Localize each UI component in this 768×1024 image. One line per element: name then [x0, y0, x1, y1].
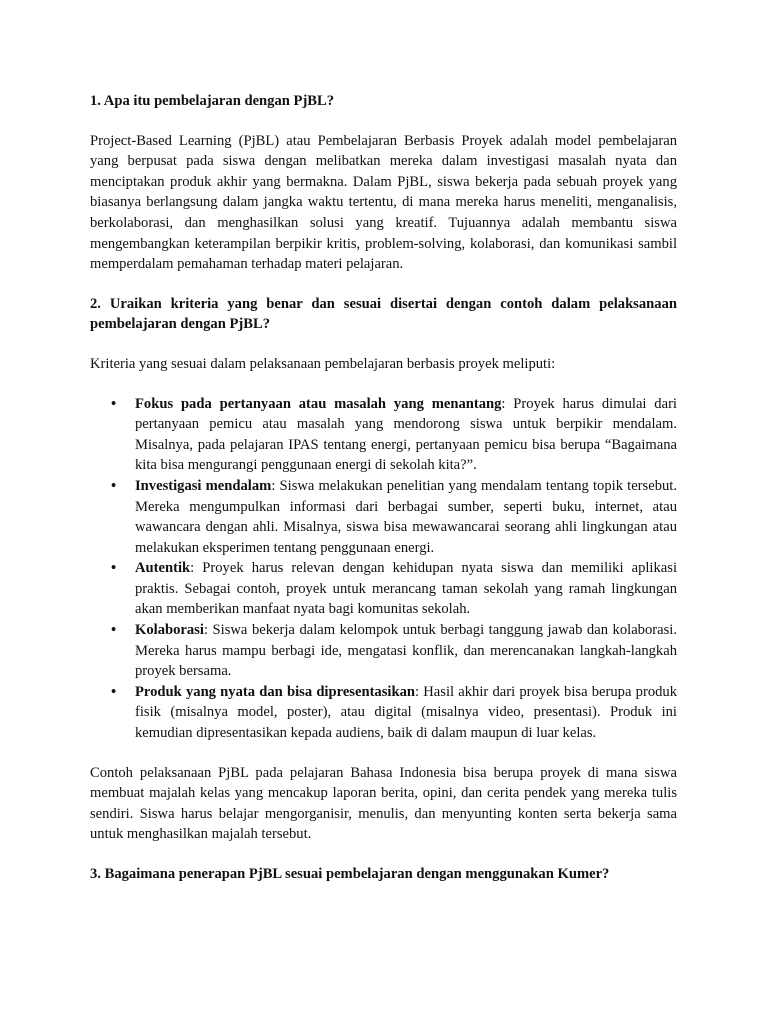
criteria-term: Fokus pada pertanyaan atau masalah yang menantang — [135, 395, 502, 412]
criteria-item-authentic — [90, 558, 677, 620]
criteria-item-collaboration — [90, 620, 677, 682]
criteria-text: : Hasil akhir dari proyek bisa berupa produk fisik (misalnya model, poster), atau digital (misalnya video, presentasi). Produk ini kemudian dipresentasikan kepada audiens, baik di dalam maupun di luar kelas. — [135, 683, 678, 742]
bullet-icon: • — [111, 395, 117, 412]
criteria-text: : Siswa bekerja dalam kelompok untuk berbagi tanggung jawab dan kolaborasi. Mereka harus mampu berbagi ide, mengatasi konflik, dan merencanakan langkah-langkah proyek bersama. — [135, 622, 677, 680]
bullet-icon: • — [111, 477, 117, 494]
criteria-text: : Proyek harus relevan dengan kehidupan nyata siswa dan memiliki aplikasi praktis. Sebagai contoh, proyek untuk merancang taman sekolah yang ramah lingkungan akan memberikan manfaat nyata bagi komunitas sekolah. — [135, 560, 677, 618]
criteria-term: Kolaborasi — [135, 622, 204, 639]
criteria-item-challenging-question — [90, 394, 677, 476]
criteria-item-deep-investigation — [90, 476, 677, 558]
criteria-term: Produk yang nyata dan bisa dipresentasikan — [135, 683, 415, 700]
question-2-intro: Kriteria yang sesuai dalam pelaksanaan pembelajaran berbasis proyek meliputi: — [90, 355, 556, 372]
bullet-icon: • — [111, 560, 117, 577]
criteria-text: : Siswa melakukan penelitian yang mendalam tentang topik tersebut. Mereka mengumpulkan informasi dari berbagai sumber, seperti buku, internet, atau wawancara dengan ahli. Misalnya, siswa bisa mewawancarai seorang ahli lingkungan atau melakukan eksperimen tentang penggunaan energi. — [135, 477, 677, 556]
question-2-example: Contoh pelaksanaan PjBL pada pelajaran Bahasa Indonesia bisa berupa proyek di mana siswa membuat majalah kelas yang mencakup laporan berita, opini, dan cerita pendek yang mereka tulis sendiri. Siswa harus belajar mengorganisir, menulis, dan menyunting konten serta bekerja sama untuk menghasilkan majalah tersebut. — [90, 764, 677, 843]
bullet-icon: • — [111, 683, 117, 700]
criteria-term: Autentik — [135, 560, 191, 577]
question-2-heading: 2. Uraikan kriteria yang benar dan sesuai disertai dengan contoh dalam pelaksanaan pembelajaran dengan PjBL? — [90, 295, 677, 333]
criteria-text: : Proyek harus dimulai dari pertanyaan pemicu atau masalah yang mendorong siswa untuk berpikir mendalam. Misalnya, pada pelajaran IPAS tentang energi, pertanyaan pemicu bisa berupa “Bagaimana kita bisa mengurangi penggunaan energi di sekolah kita?”. — [135, 395, 677, 474]
criteria-item-real-product — [90, 682, 677, 744]
question-1-heading: 1. Apa itu pembelajaran dengan PjBL? — [90, 93, 335, 109]
criteria-list — [90, 394, 677, 744]
criteria-term: Investigasi mendalam — [135, 477, 272, 494]
bullet-icon: • — [111, 622, 117, 639]
document-page — [90, 91, 677, 904]
question-1-answer: Project-Based Learning (PjBL) atau Pembelajaran Berbasis Proyek adalah model pembelajaran yang berpusat pada siswa dengan melibatkan mereka dalam investigasi masalah nyata dan menciptakan produk akhir yang bermakna. Dalam PjBL, siswa bekerja pada sebuah proyek yang biasanya berlangsung dalam jangka waktu tertentu, di mana mereka harus meneliti, menganalisis, berkolaborasi, dan menghasilkan solusi yang kreatif. Tujuannya adalah membantu siswa mengembangkan keterampilan berpikir kritis, problem-solving, kolaborasi, dan komunikasi sambil memperdalam pemahaman terhadap materi pelajaran. — [90, 132, 677, 273]
question-3-heading: 3. Bagaimana penerapan PjBL sesuai pembelajaran dengan menggunakan Kumer? — [90, 866, 610, 882]
